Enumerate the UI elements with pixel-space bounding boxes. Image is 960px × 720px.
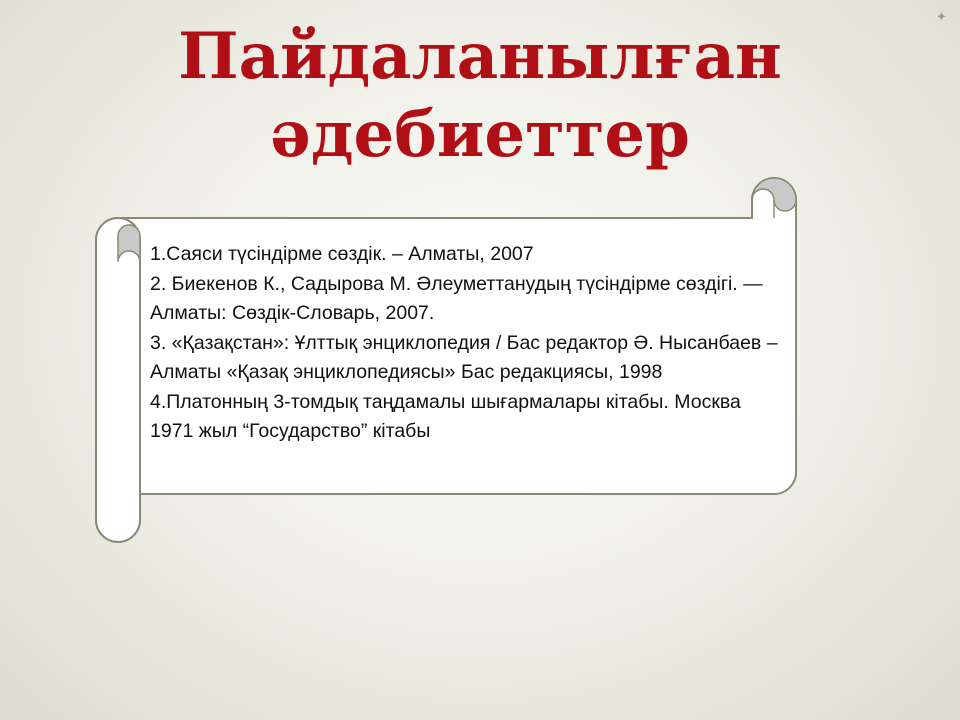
four-point-star-icon: ✦ bbox=[936, 10, 947, 25]
scroll-left-roll bbox=[96, 218, 140, 542]
reference-item-1: 1.Саяси түсіндірме сөздік. – Алматы, 2007 bbox=[150, 243, 534, 265]
title-line-2: әдебиеттер bbox=[270, 97, 690, 172]
title-line-1: Пайдаланылған bbox=[178, 19, 782, 94]
reference-item-2: 2. Биекенов К., Садырова М. Әлеуметтанудың түсіндірме сөздігі. — Алматы: Сөздік-Словарь, 2007. bbox=[150, 272, 763, 324]
references-list bbox=[150, 240, 780, 447]
reference-item-3: 3. «Қазақстан»: Ұлттық энциклопедия / Бас редактор Ә. Нысанбаев – Алматы «Қазақ энциклопедиясы» Бас редакциясы, 1998 bbox=[150, 331, 778, 383]
reference-item-4: 4.Платонның 3-томдық таңдамалы шығармалары кітабы. Москва 1971 жыл “Государство” кітабы bbox=[150, 390, 741, 442]
